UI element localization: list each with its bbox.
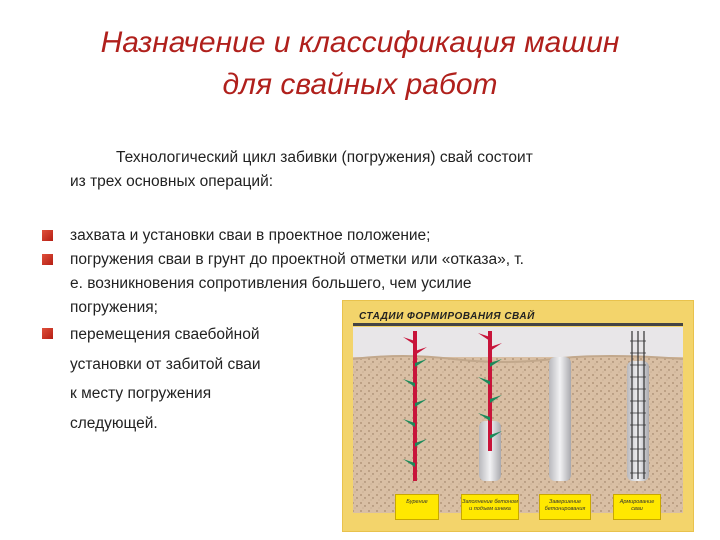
bullet-text: установки от забитой сваи — [70, 355, 261, 373]
title-rule — [353, 323, 683, 326]
bullet-item — [42, 224, 642, 248]
bullet-square-icon — [42, 230, 53, 241]
stage-caption: Завершение бетонирования — [539, 494, 591, 520]
bullet-text: е. возникновения сопротивления большего, чем усилие — [70, 275, 472, 292]
stage-caption: Заполнение бетоном и подъем шнека — [461, 494, 519, 520]
stage-caption: Армирование сваи — [613, 494, 661, 520]
slide-title — [40, 22, 680, 106]
slide-title-line-2: для свайных работ — [222, 68, 498, 101]
bullet-text: погружения; — [70, 299, 158, 316]
bullet-text: следующей. — [70, 414, 158, 432]
bullet-text: погружения сваи в грунт до проектной отметки или «отказа», т. — [70, 251, 524, 268]
stage-caption: Бурение — [395, 494, 439, 520]
bullet-text: к месту погружения — [70, 385, 212, 402]
intro-line-2: из трех основных операций: — [70, 173, 274, 190]
concrete-pile-stage-3 — [549, 357, 571, 481]
bullet-square-icon — [42, 328, 53, 339]
bullet-text: захвата и установки сваи в проектное положение; — [70, 227, 431, 244]
figure-title: СТАДИИ ФОРМИРОВАНИЯ СВАЙ — [359, 311, 535, 322]
bullet-square-icon — [42, 254, 53, 265]
slide-title-line-1: Назначение и классификация машин — [100, 26, 620, 59]
intro-line-1: Технологический цикл забивки (погружения) свай состоит — [116, 149, 533, 166]
bullet-text: перемещения сваебойной — [70, 326, 260, 343]
pile-stages-figure — [342, 300, 694, 532]
intro-paragraph — [70, 146, 660, 194]
